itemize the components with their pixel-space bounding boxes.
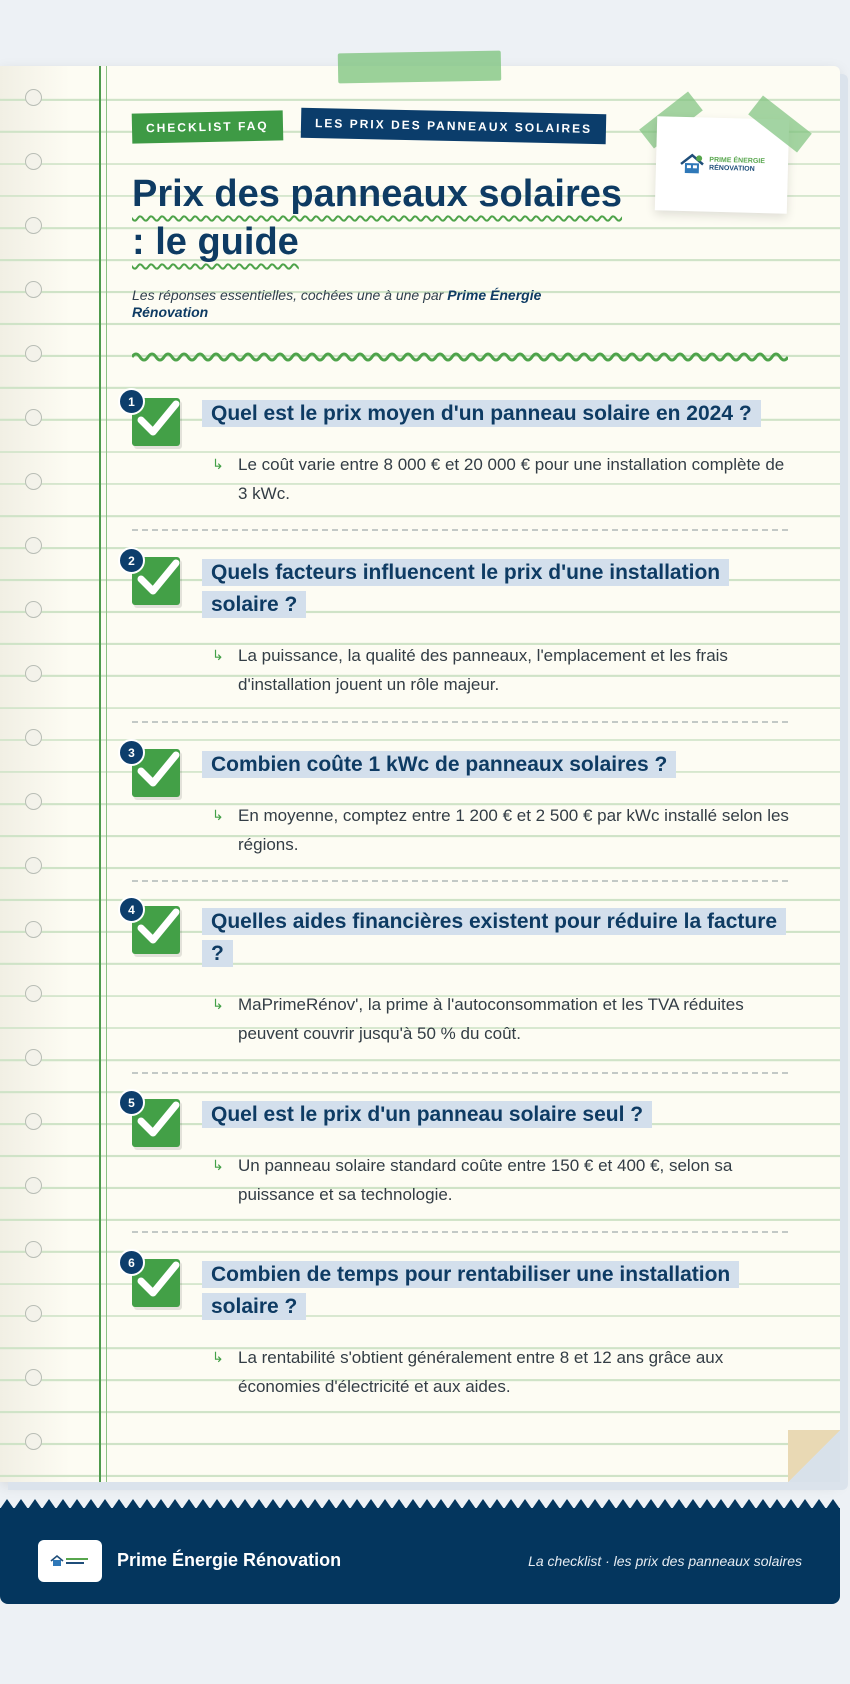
faq-question: [202, 1259, 782, 1323]
binder-hole: [25, 1369, 42, 1386]
binder-hole: [25, 1241, 42, 1258]
binder-hole: [25, 1113, 42, 1130]
question-number-badge: 5: [118, 1089, 145, 1116]
margin-line-inner: [106, 66, 107, 1482]
question-number-badge: 6: [118, 1249, 145, 1276]
answer-arrow-icon: ↳: [212, 1157, 224, 1173]
faq-question: [202, 906, 782, 970]
answer-arrow-icon: ↳: [212, 647, 224, 663]
faq-answer: MaPrimeRénov', la prime à l'autoconsommation et les TVA réduites peuvent couvrir jusqu'à 50 % du coût.: [238, 995, 744, 1043]
dashed-divider: [132, 1072, 788, 1074]
tag-checklist: CHECKLIST FAQ: [132, 110, 283, 143]
dashed-divider: [132, 721, 788, 723]
logo-line1: PRIME ÉNERGIE: [709, 156, 766, 166]
binder-hole: [25, 281, 42, 298]
binder-hole: [25, 1433, 42, 1450]
binder-hole: [25, 921, 42, 938]
faq-answer: Le coût varie entre 8 000 € et 20 000 € pour une installation complète de 3 kWc.: [238, 455, 785, 503]
binder-hole: [25, 409, 42, 426]
binder-hole: [25, 89, 42, 106]
house-logo-icon: [50, 1554, 90, 1568]
question-number-badge: 4: [118, 896, 145, 923]
faq-answer: La rentabilité s'obtient généralement entre 8 et 12 ans grâce aux économies d'électricité et aux aides.: [238, 1348, 724, 1396]
faq-question: [202, 398, 782, 430]
binder-hole: [25, 217, 42, 234]
question-number-badge: 1: [118, 388, 145, 415]
zigzag-edge: [0, 1496, 840, 1509]
footer: [0, 1508, 840, 1604]
footer-logo: [38, 1540, 102, 1582]
page-title: [132, 170, 652, 266]
house-logo-icon: [679, 153, 706, 176]
answer-arrow-icon: ↳: [212, 456, 224, 472]
wavy-separator: [132, 350, 788, 364]
binder-hole: [25, 729, 42, 746]
faq-answer: Un panneau solaire standard coûte entre 150 € et 400 €, selon sa puissance et sa technologie.: [238, 1156, 733, 1204]
binder-hole: [25, 985, 42, 1002]
binder-hole: [25, 153, 42, 170]
faq-question: [202, 1099, 782, 1131]
faq-question-text: Combien coûte 1 kWc de panneaux solaires ?: [202, 751, 676, 778]
faq-question: [202, 557, 782, 621]
dashed-divider: [132, 880, 788, 882]
page-fold-corner: [788, 1430, 840, 1482]
footer-note: La checklist · les prix des panneaux solaires: [528, 1553, 802, 1569]
binder-hole: [25, 793, 42, 810]
faq-answer: La puissance, la qualité des panneaux, l'emplacement et les frais d'installation jouent un rôle majeur.: [238, 646, 728, 694]
binder-hole: [25, 601, 42, 618]
faq-question-text: Combien de temps pour rentabiliser une installation solaire ?: [202, 1261, 739, 1320]
binder-hole: [25, 473, 42, 490]
tape-strip: [338, 51, 501, 84]
binder-hole: [25, 1305, 42, 1322]
dashed-divider: [132, 1231, 788, 1233]
binder-hole: [25, 857, 42, 874]
title-line2: : le guide: [132, 221, 299, 263]
footer-brand: Prime Énergie Rénovation: [117, 1550, 342, 1570]
binder-hole: [25, 345, 42, 362]
binder-hole: [25, 665, 42, 682]
binder-hole: [25, 1177, 42, 1194]
binder-hole: [25, 537, 42, 554]
answer-arrow-icon: ↳: [212, 807, 224, 823]
question-number-badge: 2: [118, 547, 145, 574]
faq-question: [202, 749, 782, 781]
faq-question-text: Quels facteurs influencent le prix d'une installation solaire ?: [202, 559, 729, 618]
tag-topic: LES PRIX DES PANNEAUX SOLAIRES: [301, 108, 607, 144]
faq-question-text: Quel est le prix moyen d'un panneau solaire en 2024 ?: [202, 400, 761, 427]
faq-answer: En moyenne, comptez entre 1 200 € et 2 500 € par kWc installé selon les régions.: [238, 806, 789, 854]
dashed-divider: [132, 529, 788, 531]
question-number-badge: 3: [118, 739, 145, 766]
faq-question-text: Quel est le prix d'un panneau solaire seul ?: [202, 1101, 652, 1128]
subtitle-text: Les réponses essentielles, cochées une à une par: [132, 287, 448, 303]
page-subtitle: [132, 287, 612, 321]
answer-arrow-icon: ↳: [212, 1349, 224, 1365]
subtitle-brand: Prime Énergie Rénovation: [132, 287, 542, 320]
logo-line2: RÉNOVATION: [709, 164, 755, 173]
binder-hole: [25, 1049, 42, 1066]
margin-line: [99, 66, 101, 1482]
faq-question-text: Quelles aides financières existent pour réduire la facture ?: [202, 908, 786, 967]
title-line1: Prix des panneaux solaires: [132, 173, 623, 215]
answer-arrow-icon: ↳: [212, 996, 224, 1012]
